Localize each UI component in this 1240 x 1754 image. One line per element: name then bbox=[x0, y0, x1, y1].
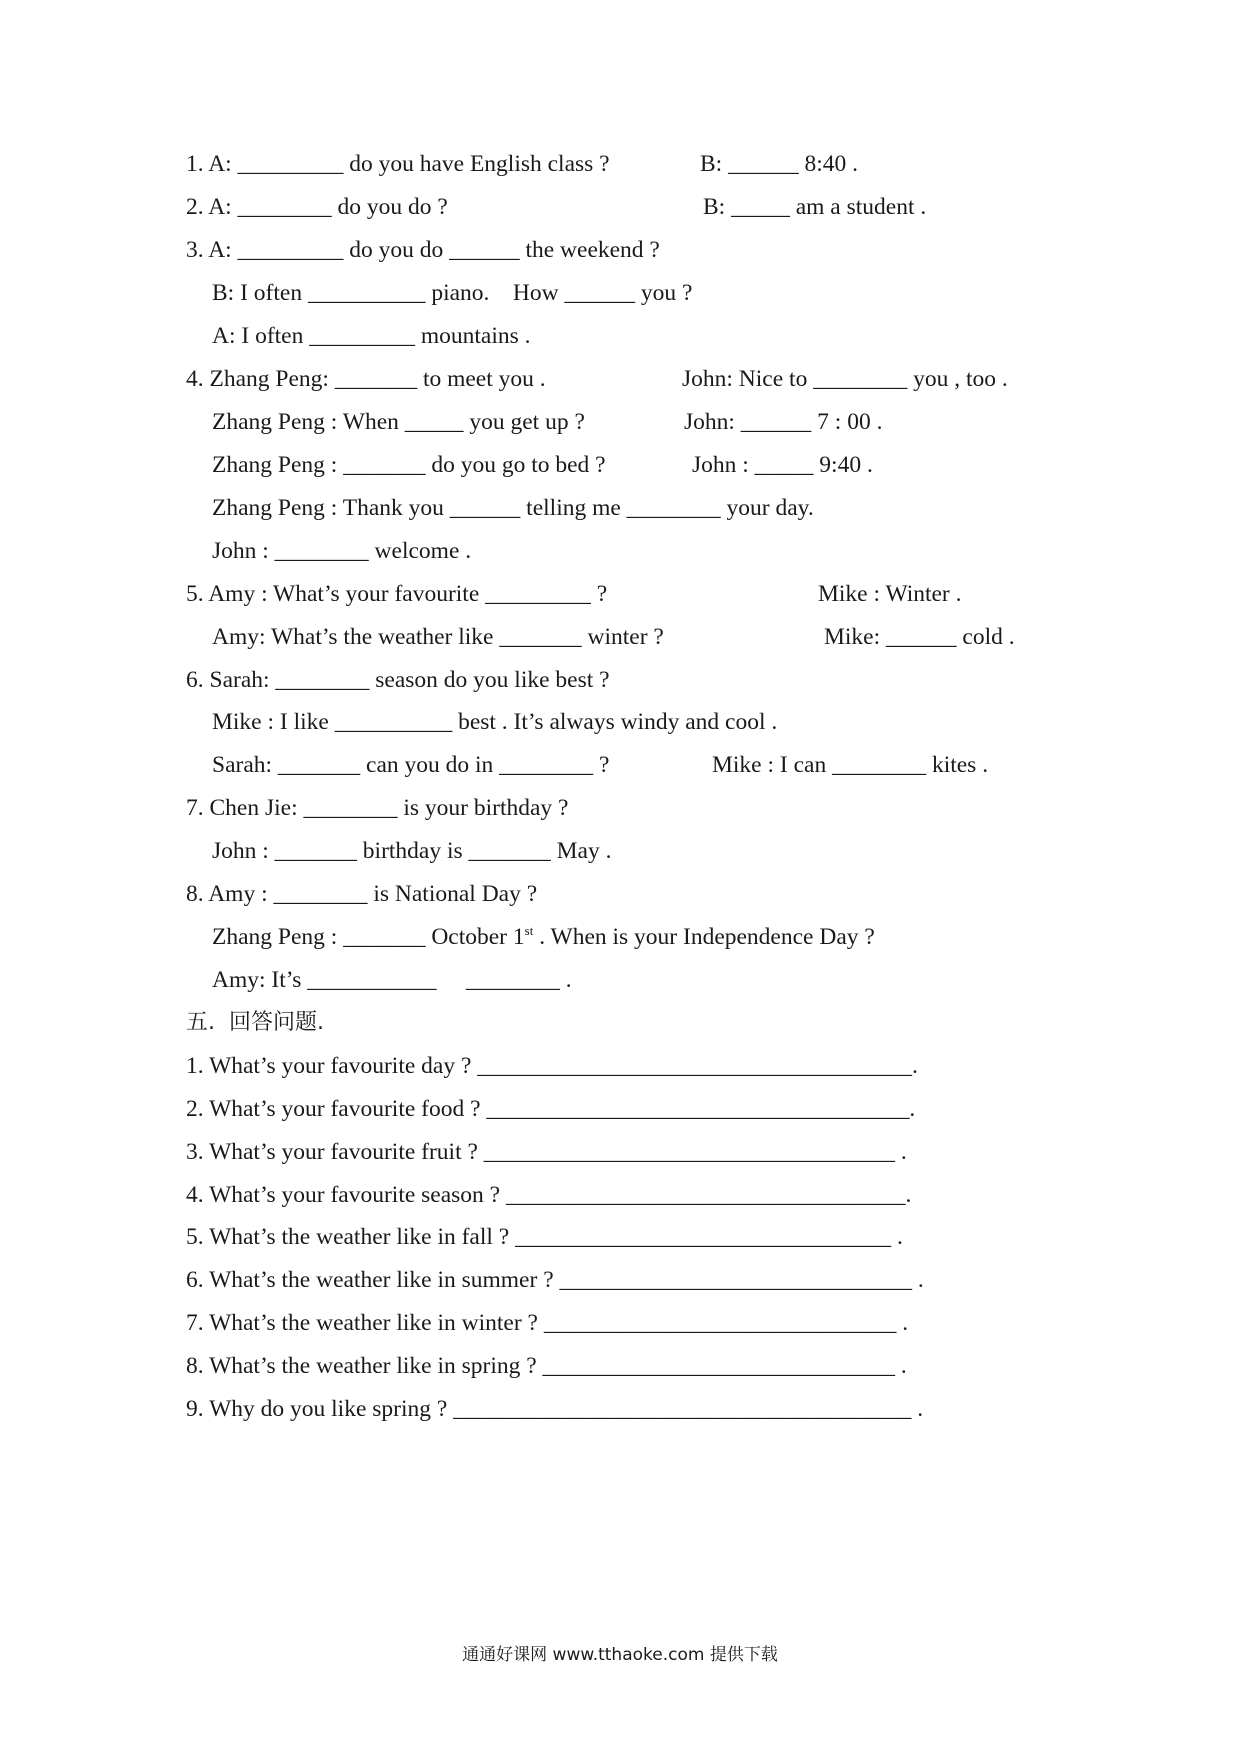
q5-2b: Mike: ______ cold . bbox=[824, 624, 1015, 650]
q7-line-1: 7. Chen Jie: ________ is your birthday ? bbox=[186, 795, 569, 821]
q8-2-sup: st bbox=[524, 923, 534, 938]
section5-heading: 五. 回答问题. bbox=[186, 1010, 324, 1035]
answer-question-2: 2. What’s your favourite food ? ____________________________________. bbox=[186, 1096, 916, 1122]
answer-question-7: 7. What’s the weather like in winter ? ______________________________ . bbox=[186, 1310, 909, 1336]
q8-2-pre: Zhang Peng : _______ October 1 bbox=[212, 924, 525, 950]
footer-source: 通通好课网 www.tthaoke.com 提供下载 bbox=[462, 1645, 778, 1665]
answer-question-9: 9. Why do you like spring ? _______________________________________ . bbox=[186, 1396, 924, 1422]
q8-line-1: 8. Amy : ________ is National Day ? bbox=[186, 881, 538, 907]
q2-b: B: _____ am a student . bbox=[703, 194, 927, 220]
answer-question-5: 5. What’s the weather like in fall ? ________________________________ . bbox=[186, 1224, 903, 1250]
q4-2a: Zhang Peng : When _____ you get up ? bbox=[212, 409, 585, 435]
answer-question-8: 8. What’s the weather like in spring ? ______________________________ . bbox=[186, 1353, 907, 1379]
q5-2a: Amy: What’s the weather like _______ winter ? bbox=[212, 624, 664, 650]
answer-question-3: 3. What’s your favourite fruit ? ___________________________________ . bbox=[186, 1139, 907, 1165]
q2-a: 2. A: ________ do you do ? bbox=[186, 194, 448, 220]
q5-1b: Mike : Winter . bbox=[818, 581, 962, 607]
answer-question-6: 6. What’s the weather like in summer ? ______________________________ . bbox=[186, 1267, 924, 1293]
answer-question-1: 1. What’s your favourite day ? _____________________________________. bbox=[186, 1053, 918, 1079]
q6-line-2: Mike : I like __________ best . It’s always windy and cool . bbox=[212, 709, 778, 735]
q4-1a: 4. Zhang Peng: _______ to meet you . bbox=[186, 366, 546, 392]
q4-3b: John : _____ 9:40 . bbox=[692, 452, 873, 478]
q4-1b: John: Nice to ________ you , too . bbox=[682, 366, 1008, 392]
q5-1a: 5. Amy : What’s your favourite _________ ? bbox=[186, 581, 608, 607]
q6-3b: Mike : I can ________ kites . bbox=[712, 752, 989, 778]
q8-2-post: . When is your Independence Day ? bbox=[533, 924, 875, 950]
q4-3a: Zhang Peng : _______ do you go to bed ? bbox=[212, 452, 606, 478]
q6-line-1: 6. Sarah: ________ season do you like best ? bbox=[186, 667, 610, 693]
q4-line-4: Zhang Peng : Thank you ______ telling me ________ your day. bbox=[212, 495, 814, 521]
q3-line-2: B: I often __________ piano. How ______ you ? bbox=[212, 280, 693, 306]
q1-a: 1. A: _________ do you have English class ? bbox=[186, 151, 610, 177]
q6-3a: Sarah: _______ can you do in ________ ? bbox=[212, 752, 610, 778]
q3-line-1: 3. A: _________ do you do ______ the weekend ? bbox=[186, 237, 660, 263]
q3-line-3: A: I often _________ mountains . bbox=[212, 323, 531, 349]
q4-line-5: John : ________ welcome . bbox=[212, 538, 472, 564]
q8-line-3: Amy: It’s ___________ ________ . bbox=[212, 967, 572, 993]
q4-2b: John: ______ 7 : 00 . bbox=[684, 409, 883, 435]
q1-b: B: ______ 8:40 . bbox=[700, 151, 858, 177]
q7-line-2: John : _______ birthday is _______ May . bbox=[212, 838, 612, 864]
q8-line-2 bbox=[212, 923, 875, 951]
answer-question-4: 4. What’s your favourite season ? __________________________________. bbox=[186, 1182, 912, 1208]
